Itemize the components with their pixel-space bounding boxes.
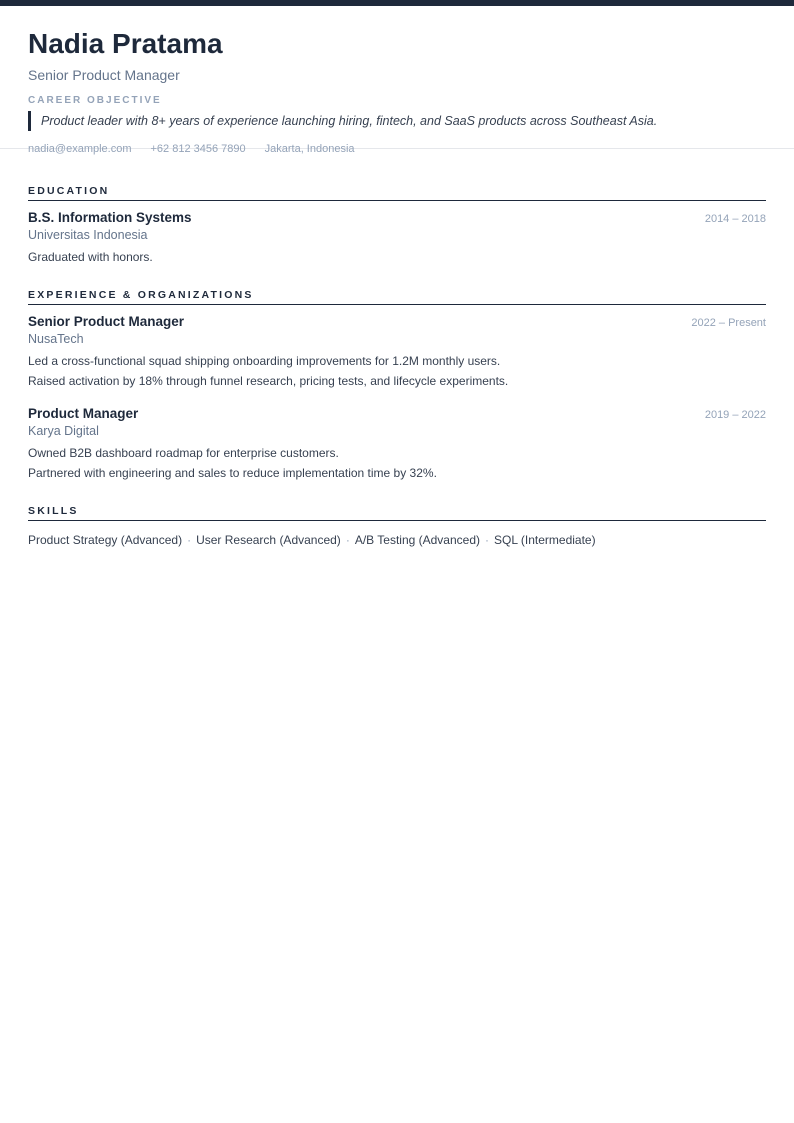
skill-separator: · bbox=[485, 533, 489, 547]
section-heading-experience: EXPERIENCE & ORGANIZATIONS bbox=[28, 289, 766, 305]
entry-title: Senior Product Manager bbox=[28, 314, 185, 329]
resume-body bbox=[0, 185, 794, 549]
skill-item: Product Strategy (Advanced) bbox=[28, 533, 183, 547]
candidate-title: Senior Product Manager bbox=[28, 67, 180, 83]
education-entry bbox=[28, 209, 766, 267]
skill-separator: · bbox=[345, 533, 350, 547]
skill-item: SQL (Intermediate) bbox=[494, 533, 596, 547]
entry-detail: Led a cross-functional squad shipping onboarding improvements for 1.2M monthly users. bbox=[28, 354, 501, 368]
skill-item: A/B Testing (Advanced) bbox=[354, 533, 480, 547]
entry-dates: 2022 – Present bbox=[691, 317, 766, 329]
entry-organization: Universitas Indonesia bbox=[28, 228, 148, 242]
experience-section bbox=[28, 289, 766, 483]
objective-label: CAREER OBJECTIVE bbox=[28, 95, 162, 106]
contact-email[interactable]: nadia@example.com bbox=[28, 143, 132, 155]
resume-header bbox=[0, 6, 794, 155]
entry-detail: Partnered with engineering and sales to reduce implementation time by 32%. bbox=[28, 466, 437, 480]
skill-item: User Research (Advanced) bbox=[196, 533, 341, 547]
entry-detail: Raised activation by 18% through funnel research, pricing tests, and lifecycle experiments. bbox=[28, 374, 509, 388]
entry-dates: 2019 – 2022 bbox=[704, 409, 766, 421]
education-section bbox=[28, 185, 766, 267]
entry-detail: Graduated with honors. bbox=[28, 250, 153, 264]
skills-section bbox=[28, 505, 766, 549]
experience-entry bbox=[28, 313, 766, 391]
section-heading-skills: SKILLS bbox=[28, 505, 766, 521]
entry-organization: NusaTech bbox=[28, 332, 84, 346]
section-heading-education: EDUCATION bbox=[28, 185, 766, 201]
experience-entry bbox=[28, 405, 766, 483]
contact-row bbox=[28, 141, 766, 157]
candidate-name: Nadia Pratama bbox=[28, 28, 223, 59]
entry-detail: Owned B2B dashboard roadmap for enterprise customers. bbox=[28, 446, 339, 460]
skills-list bbox=[28, 531, 766, 549]
entry-title: B.S. Information Systems bbox=[28, 210, 192, 225]
entry-dates: 2014 – 2018 bbox=[704, 213, 766, 225]
entry-title: Product Manager bbox=[28, 406, 139, 421]
skill-separator: · bbox=[187, 533, 192, 547]
objective-text: Product leader with 8+ years of experience launching hiring, fintech, and SaaS products across Southeast Asia. bbox=[28, 111, 766, 131]
contact-phone[interactable]: +62 812 3456 7890 bbox=[150, 143, 246, 155]
contact-location: Jakarta, Indonesia bbox=[264, 143, 355, 155]
entry-organization: Karya Digital bbox=[28, 424, 99, 438]
